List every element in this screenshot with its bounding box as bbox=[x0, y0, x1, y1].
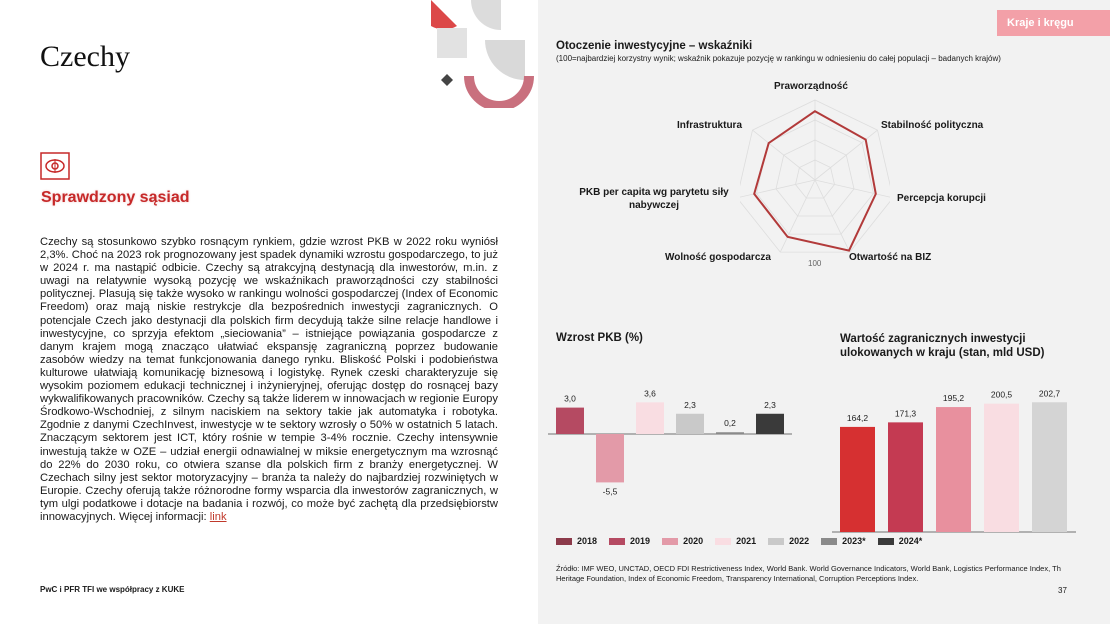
bar-2019 bbox=[888, 422, 923, 532]
bar-2019 bbox=[596, 434, 624, 482]
radar-tick-100: 100 bbox=[808, 259, 822, 268]
bar-value-label: 2,3 bbox=[764, 399, 776, 410]
legend-item-2018 bbox=[556, 536, 597, 546]
decorative-gray-quarter bbox=[485, 40, 525, 80]
radar-label-wolnosc: Wolność gospodarcza bbox=[665, 252, 771, 263]
radar-label-pkb: PKB per capita wg parytetu siły nabywczej bbox=[579, 187, 729, 211]
bar-value-label: 171,3 bbox=[894, 408, 917, 419]
radar-label-otwartosc: Otwartość na BIZ bbox=[849, 252, 932, 263]
fdi-chart-title: Wartość zagranicznych inwestycji ulokowanych w kraju (stan, mld USD) bbox=[840, 333, 1045, 359]
bar-value-label: 200,5 bbox=[990, 389, 1013, 400]
radar-note: (100=najbardziej korzystny wynik; wskaźnik pokazuje pozycję w rankingu w odniesieniu do całej populacji – badanych krajów) bbox=[556, 54, 1001, 63]
decorative-red-quarter bbox=[431, 0, 457, 29]
decorative-pink-arc bbox=[469, 76, 529, 106]
page-title: Czechy bbox=[40, 40, 130, 73]
radar-spoke bbox=[752, 130, 815, 180]
decorative-shapes bbox=[425, 0, 535, 108]
legend-swatch bbox=[715, 538, 731, 545]
more-info-link[interactable]: link bbox=[209, 510, 227, 523]
radar-title: Otoczenie inwestycyjne – wskaźniki bbox=[556, 40, 753, 52]
bar-2023* bbox=[756, 414, 784, 434]
legend-label: 2020 bbox=[683, 536, 704, 546]
legend-swatch bbox=[556, 538, 572, 545]
eye-icon bbox=[40, 152, 70, 180]
chart-legend bbox=[556, 536, 922, 546]
decorative-gray-leaf bbox=[471, 0, 501, 30]
body-text: Czechy są stosunkowo szybko rosnącym rynkiem, gdzie wzrost PKB w 2022 roku wyniósł 2,3%. Choć na 2023 rok prognozowany jest spadek dynamiki wzrostu gospodarczego, to już w 2024 r. ma nastąpić odbicie. Czechy są atrakcyjną destynacją dla inwestorów, m.in. z uwagi na relatywnie wysoką pozycję we wskaźnikach praworządności czy stabilności politycznej. Plasują się także wysoko w rankingu wolności gospodarczej (Index of Economic Freedom) oraz mają niskie restrykcje dla bezpośrednich inwestycji zagranicznych. O potencjale Czech jako destynacji dla polskich firm decydują także silne relacje handlowe i inwestycyjne, co sprzyja efektom „sieciowania” – istniejące powiązania gospodarcze z danym krajem mogą znacząco ułatwiać ekspansję zagraniczną poprzez budowanie zasobów wiedzy na temat funkcjonowania danego rynku. Bliskość Polski i podobieństwa kulturowe ułatwiają komunikację biznesową i logistykę. Rynek czeski charakteryzuje się wysokim poziomem edukacji technicznej i inżynieryjnej, oferując dostęp do rosnącej bazy wykwalifikowanych pracowników. Czechy są także liderem w innowacjach w regionie Europy Środkowo-Wschodniej, z silnym naciskiem na sektory takie jak automatyka i robotyka. Zgodnie z danymi CzechInvest, inwestycje w te sektory wzrosły o 50% w ostatnich 5 latach. Znaczącym sektorem jest ICT, który rośnie w tempie 3-4% rocznie. Czechy intensywnie inwestują także w OZE – udział energii odnawialnej w miksie energetycznym ma wzrosnąć do 22% do 2030 roku, co otwiera szanse dla polskich firm z branży energetycznej. W Czechach silny jest sektor motoryzacyjny – branża ta należy do najbardziej rozwiniętych w Europie. Czechy oferują także różnorodne formy wsparcia dla inwestorów zagranicznych, w tym ulgi podatkowe i dotacje na badania i rozwój, co może być zachętą dla przedsiębiorstw innowacyjnych. Więcej informacji: bbox=[40, 236, 498, 523]
legend-swatch bbox=[662, 538, 678, 545]
legend-label: 2023* bbox=[842, 536, 866, 546]
radar-label-stabilnosc: Stabilność polityczna bbox=[881, 120, 984, 131]
gdp-chart-title: Wzrost PKB (%) bbox=[556, 332, 643, 344]
bar-value-label: 195,2 bbox=[942, 393, 965, 404]
bar-2021 bbox=[984, 404, 1019, 532]
bar-value-label: 2,3 bbox=[684, 399, 696, 410]
gdp-growth-chart bbox=[548, 364, 798, 534]
radar-label-korupcja: Percepcja korupcji bbox=[897, 193, 986, 204]
footer-source: PwC i PFR TFI we współpracy z KUKE bbox=[40, 585, 185, 594]
bar-value-label: 164,2 bbox=[846, 412, 869, 423]
legend-swatch bbox=[821, 538, 837, 545]
legend-label: 2022 bbox=[789, 536, 810, 546]
radar-label-praworzadnosc: Praworządność bbox=[774, 81, 848, 92]
radar-label-infrastruktura: Infrastruktura bbox=[677, 120, 743, 131]
bar-value-label: 3,0 bbox=[564, 393, 576, 404]
legend-item-2024 bbox=[878, 536, 923, 546]
page-number: 37 bbox=[1058, 586, 1067, 595]
bar-value-label: -5,5 bbox=[602, 486, 618, 497]
bar-2020 bbox=[936, 407, 971, 532]
fdi-chart bbox=[830, 364, 1080, 534]
legend-label: 2021 bbox=[736, 536, 757, 546]
section-subtitle: Sprawdzony sąsiad bbox=[41, 189, 190, 206]
radar-chart bbox=[740, 88, 890, 268]
legend-item-2023 bbox=[821, 536, 866, 546]
legend-item-2021 bbox=[715, 536, 756, 546]
legend-swatch bbox=[878, 538, 894, 545]
legend-item-2020 bbox=[662, 536, 703, 546]
legend-label: 2018 bbox=[577, 536, 598, 546]
legend-label: 2024* bbox=[898, 536, 923, 546]
bar-2021 bbox=[676, 414, 704, 434]
section-tag: Kraje i kręgu bbox=[997, 10, 1110, 36]
legend-item-2019 bbox=[609, 536, 650, 546]
legend-item-2022 bbox=[768, 536, 809, 546]
bar-value-label: 3,6 bbox=[644, 388, 656, 399]
source-note: Źródło: IMF WEO, UNCTAD, OECD FDI Restrictiveness Index, World Bank. World Governance Indicators, World Bank, Logistics Performance Index, Th Heritage Foundation, Index of Economic Freedom, Transparency International, Corruption Perceptions Index. bbox=[556, 564, 1061, 583]
bar-2018 bbox=[556, 408, 584, 434]
bar-2020 bbox=[636, 402, 664, 434]
bar-value-label: 0,2 bbox=[724, 418, 736, 429]
bar-value-label: 202,7 bbox=[1038, 388, 1061, 399]
bar-2022 bbox=[716, 432, 744, 434]
bar-2018 bbox=[840, 427, 875, 532]
legend-swatch bbox=[768, 538, 784, 545]
legend-label: 2019 bbox=[630, 536, 651, 546]
body-paragraph bbox=[40, 236, 498, 524]
bar-2022 bbox=[1032, 402, 1067, 532]
decorative-gray-square bbox=[437, 28, 467, 58]
legend-swatch bbox=[609, 538, 625, 545]
decorative-diamond bbox=[441, 74, 453, 86]
